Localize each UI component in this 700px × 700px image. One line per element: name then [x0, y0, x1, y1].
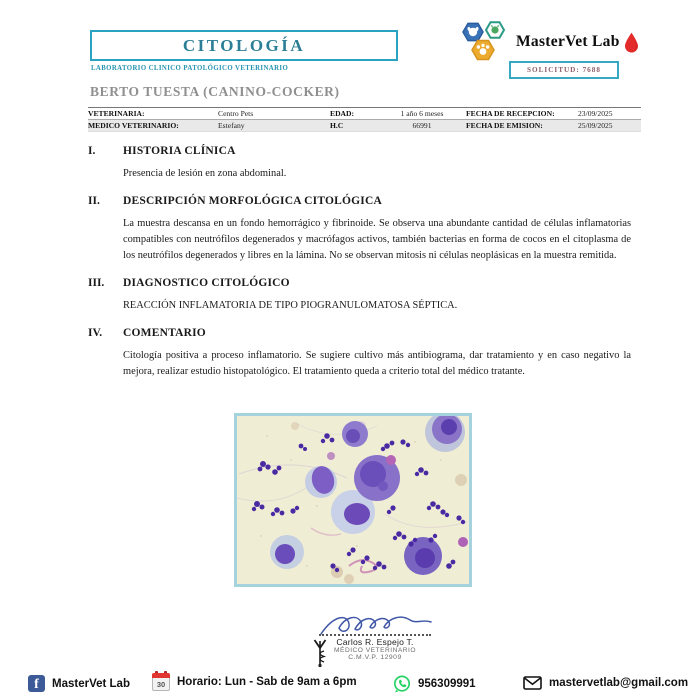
value-fecha-emision: 25/09/2025	[578, 121, 613, 130]
label-veterinaria: VETERINARIA:	[88, 109, 145, 118]
whatsapp-icon	[393, 675, 411, 693]
section-heading-historia-clinica	[88, 145, 633, 157]
section-title: COMENTARIO	[123, 327, 206, 339]
calendar-icon	[152, 675, 170, 691]
signature-block	[295, 612, 455, 661]
solicitud-box	[509, 61, 619, 79]
solicitud-number: SOLICITUD: 7688	[527, 66, 601, 74]
label-fecha-recepcion: FECHA DE RECEPCION:	[466, 109, 555, 118]
value-hc: 66991	[412, 121, 432, 130]
veterinarian-role: MÉDICO VETERINARIO	[334, 647, 416, 654]
section-heading-descripcion	[88, 195, 633, 207]
veterinarian-name: Carlos R. Espejo T.	[336, 637, 414, 647]
section-body-descripcion: La muestra descansa en un fondo hemorrágico y fibrinoide. Se observa una abundante cantidad de células inflamatorias compatibles con neutrófilos degenerados y macrófagos activos, también bacterias en forma de cocos en el citoplasma de los neutrófilos degenerados y libres en la lámina. No se observan mitosis ni células neoplásicas en la muestra remitida.	[123, 218, 631, 261]
lab-subtitle: LABORATORIO CLINICO PATOLÓGICO VETERINARIO	[91, 65, 289, 72]
section-heading-diagnostico	[88, 277, 633, 289]
phone-number: 956309991	[418, 678, 476, 690]
hexagon-pets-icon	[458, 20, 512, 64]
email-address: mastervetlab@gmail.com	[549, 677, 689, 689]
facebook-icon: f	[28, 675, 45, 692]
section-body-diagnostico: REACCIÓN INFLAMATORIA DE TIPO PIOGRANULOMATOSA SÉPTICA.	[123, 300, 458, 311]
table-row	[88, 120, 641, 132]
footer-schedule	[152, 673, 357, 691]
section-title: DIAGNOSTICO CITOLÓGICO	[123, 277, 290, 289]
label-medico-veterinario: MEDICO VETERINARIO:	[88, 121, 179, 130]
facebook-handle: MasterVet Lab	[52, 677, 130, 690]
cytology-micrograph	[234, 413, 472, 587]
section-heading-comentario	[88, 327, 633, 339]
section-body-comentario: Citología positiva a proceso inflamatorio. Se sugiere cultivo más antibiograma, dar tratamiento y en caso negativo la mejora, realizar estudio histopatológico. El tratamiento queda a criterio total del médico tratante.	[123, 350, 631, 377]
brand-name: MasterVet Lab	[516, 33, 620, 50]
report-sections	[88, 145, 633, 393]
section-title: DESCRIPCIÓN MORFOLÓGICA CITOLÓGICA	[123, 195, 382, 207]
label-hc: H.C	[330, 121, 344, 130]
value-medico-veterinario: Estefany	[218, 121, 245, 130]
section-body-historia-clinica: Presencia de lesión en zona abdominal.	[123, 168, 287, 179]
email-icon	[523, 676, 542, 690]
patient-info-table	[88, 107, 641, 132]
section-number: I.	[88, 145, 96, 157]
footer-phone	[393, 675, 476, 693]
section-number: III.	[88, 277, 105, 289]
section-number: II.	[88, 195, 100, 207]
value-edad: 1 año 6 meses	[400, 109, 444, 118]
value-fecha-recepcion: 23/09/2025	[578, 109, 613, 118]
mastervet-logo	[458, 20, 639, 64]
blood-drop-icon	[624, 32, 639, 53]
footer-email	[523, 676, 688, 690]
page-title: CITOLOGÍA	[182, 35, 306, 55]
report-title-box	[90, 30, 398, 61]
patient-name: BERTO TUESTA (CANINO-COCKER)	[90, 84, 340, 99]
signature-line	[319, 634, 431, 636]
label-edad: EDAD:	[330, 109, 355, 118]
table-row	[88, 108, 641, 120]
footer-facebook	[28, 675, 130, 692]
schedule-text: Horario: Lun - Sab de 9am a 6pm	[177, 676, 357, 688]
veterinary-caduceus-icon	[313, 638, 327, 668]
label-fecha-emision: FECHA DE EMISION:	[466, 121, 543, 130]
cytology-slide-image	[237, 416, 469, 584]
value-veterinaria: Centro Pets	[218, 109, 254, 118]
calendar-day: 30	[156, 680, 166, 689]
section-title: HISTORIA CLÍNICA	[123, 145, 236, 157]
section-number: IV.	[88, 327, 103, 339]
veterinarian-license: C.M.V.P. 12909	[348, 654, 402, 661]
